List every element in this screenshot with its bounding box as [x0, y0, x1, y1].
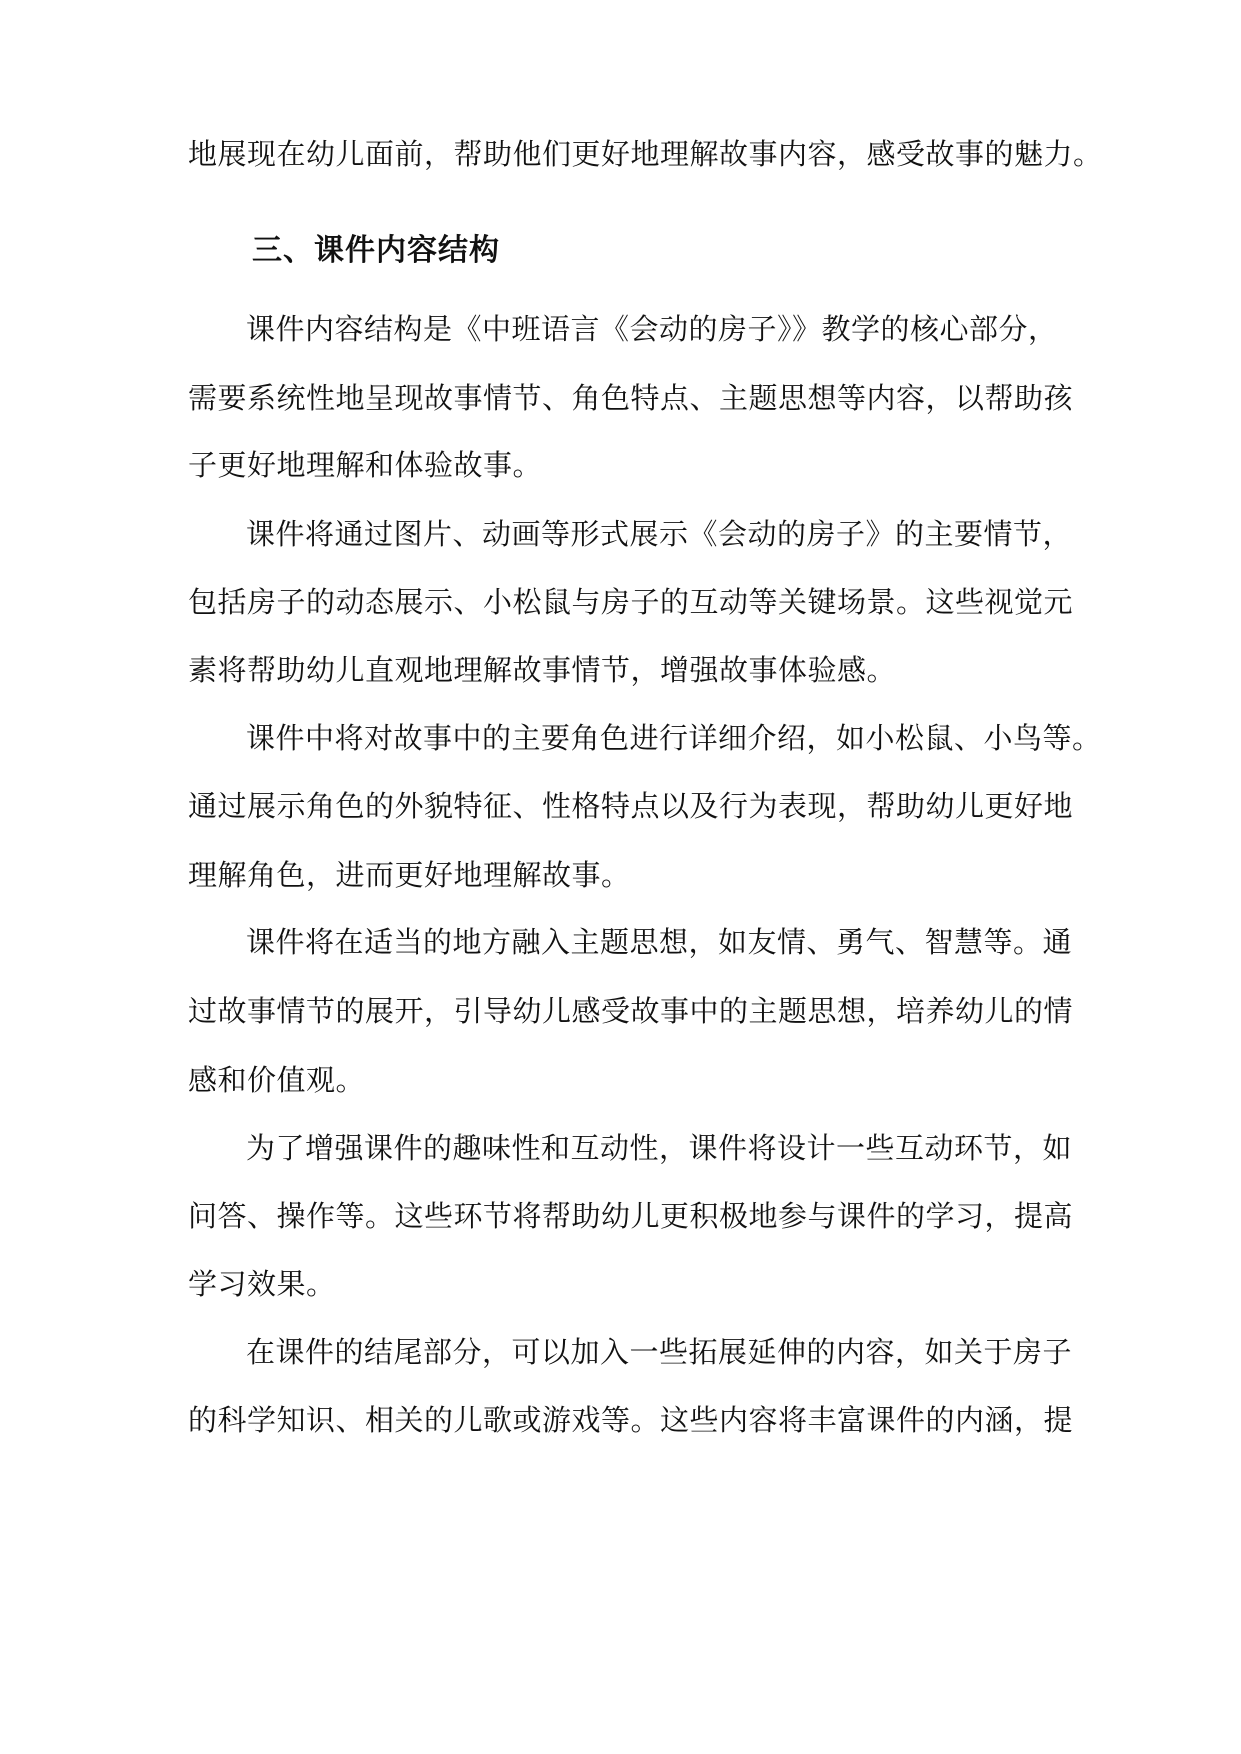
paragraph-4-line-3: 感和价值观。 [188, 1063, 366, 1097]
paragraph-1-line-2: 需要系统性地呈现故事情节、角色特点、主题思想等内容，以帮助孩 [188, 381, 1074, 415]
paragraph-3-line-3: 理解角色，进而更好地理解故事。 [188, 858, 631, 892]
paragraph-3-line-2: 通过展示角色的外貌特征、性格特点以及行为表现，帮助幼儿更好地 [188, 789, 1074, 823]
paragraph-3-line-1: 课件中将对故事中的主要角色进行详细介绍，如小松鼠、小鸟等。 [246, 721, 1102, 755]
section-heading: 三、课件内容结构 [252, 233, 500, 268]
paragraph-1-line-1: 课件内容结构是《中班语言《会动的房子》》教学的核心部分， [246, 312, 1058, 346]
paragraph-4-line-1: 课件将在适当的地方融入主题思想，如友情、勇气、智慧等。通 [246, 925, 1073, 959]
paragraph-4-line-2: 过故事情节的展开，引导幼儿感受故事中的主题思想，培养幼儿的情 [188, 994, 1074, 1028]
paragraph-5-line-2: 问答、操作等。这些环节将帮助幼儿更积极地参与课件的学习，提高 [188, 1199, 1074, 1233]
paragraph-6-line-2: 的科学知识、相关的儿歌或游戏等。这些内容将丰富课件的内涵，提 [188, 1403, 1074, 1437]
paragraph-2-line-3: 素将帮助幼儿直观地理解故事情节，增强故事体验感。 [188, 653, 897, 687]
paragraph-6-line-1: 在课件的结尾部分，可以加入一些拓展延伸的内容，如关于房子 [246, 1335, 1073, 1369]
paragraph-2-line-2: 包括房子的动态展示、小松鼠与房子的互动等关键场景。这些视觉元 [188, 585, 1074, 619]
intro-line: 地展现在幼儿面前，帮助他们更好地理解故事内容，感受故事的魅力。 [188, 137, 1103, 171]
paragraph-5-line-1: 为了增强课件的趣味性和互动性，课件将设计一些互动环节，如 [246, 1131, 1073, 1165]
paragraph-1-line-3: 子更好地理解和体验故事。 [188, 448, 543, 482]
paragraph-2-line-1: 课件将通过图片、动画等形式展示《会动的房子》的主要情节， [246, 517, 1073, 551]
paragraph-5-line-3: 学习效果。 [188, 1267, 336, 1301]
